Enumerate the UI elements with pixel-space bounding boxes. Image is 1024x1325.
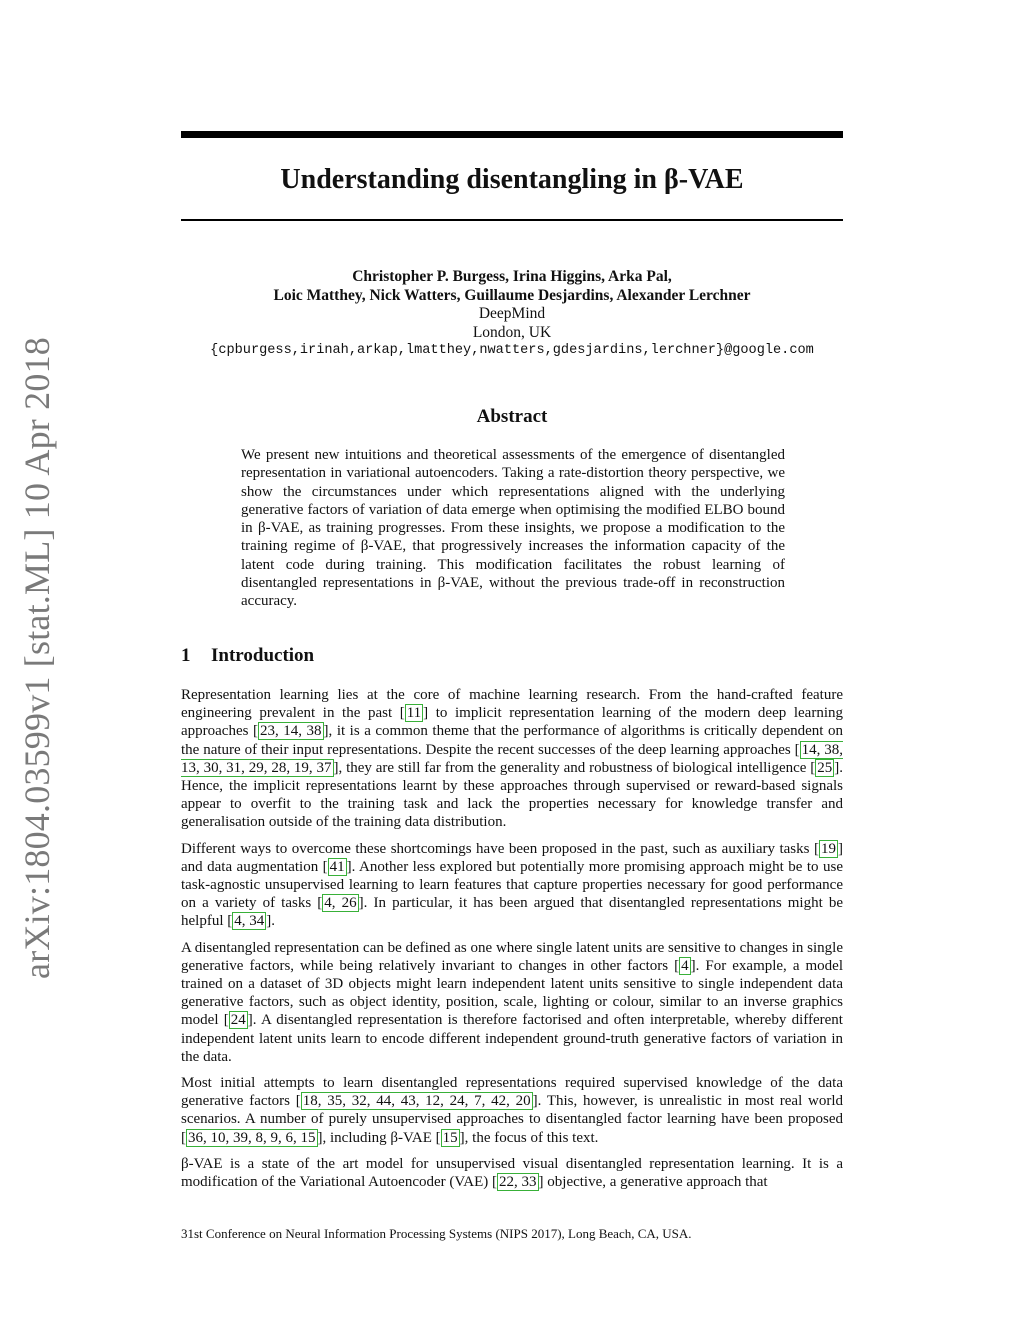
text-run: ]. For example, a model trained on a dataset of 3D objects might learn independent latent units sensitive to single independent data generative factors, such as object identity, position, scale, lighting or colour, similar to an inverse graphics model [ — [181, 957, 843, 1029]
title-top-rule — [181, 131, 843, 138]
authors-line-2: Loic Matthey, Nick Watters, Guillaume Desjardins, Alexander Lerchner — [273, 286, 751, 304]
section-number: 1 — [181, 645, 191, 666]
citation-link[interactable]: 36, 10, 39, 8, 9, 6, 15 — [188, 1129, 316, 1146]
authors-line-1: Christopher P. Burgess, Irina Higgins, Arka Pal, — [352, 268, 672, 285]
abstract-heading: Abstract — [476, 406, 548, 427]
text-run: β-VAE is a state of the art model for unsupervised visual disentangled representation learning. It is a modification of the Variational Autoencoder (VAE) [ — [181, 1155, 843, 1191]
paragraph — [181, 840, 843, 931]
text-run: ], including β-VAE [ — [317, 1129, 441, 1146]
citation-link[interactable]: 11 — [406, 705, 422, 722]
text-run: A disentangled representation can be defined as one where single latent units are sensitive to changes in single generative factors, while being relatively invariant to changes in other factors [ — [181, 939, 843, 974]
arxiv-identifier-stamp: arXiv:1804.03599v1 [stat.ML] 10 Apr 2018 — [17, 337, 57, 979]
citation-link[interactable]: 41 — [329, 858, 345, 875]
citation-link[interactable]: 18, 35, 32, 44, 43, 12, 24, 7, 42, 20 — [302, 1093, 531, 1110]
citation-link[interactable]: 4, 34 — [234, 913, 265, 930]
text-run: ]. A disentangled representation is therefore factorised and often interpretable, whereby different independent latent units learn to encode different independent ground-truth generative factors of variation in the data. — [181, 1012, 843, 1065]
author-emails: {cpburgess,irinah,arkap,lmatthey,nwatters,gdesjardins,lerchner}@google.com — [210, 343, 814, 358]
text-run: ] to implicit representation learning of the modern deep learning approaches [ — [181, 705, 843, 740]
citation-link[interactable]: 4 — [681, 957, 689, 974]
introduction-body — [181, 686, 843, 1199]
text-run: Most initial attempts to learn disentangled representations required supervised knowledge of the data generative factors [ — [181, 1075, 843, 1110]
citation-link[interactable]: 14, 38, 13, 30, 31, 29, 28, 19, 37 — [181, 741, 844, 776]
citation-link[interactable]: 15 — [442, 1129, 458, 1146]
text-run: Different ways to overcome these shortcomings have been proposed in the past, such as auxiliary tasks [ — [181, 840, 819, 857]
abstract-text: We present new intuitions and theoretical assessments of the emergence of disentangled representation in variational autoencoders. Taking a rate-distortion theory perspective, we show the circumstances under which representations aligned with the underlying generative factors of variation of data emerge when optimising the modified ELBO bound in β-VAE, as training progresses. From these insights, we propose a modification to the training regime of β-VAE, that progressively increases the information capacity of the latent code during training. This modification facilitates the robust learning of disentangled representations in β-VAE, without the previous trade-off in reconstruction accuracy. — [241, 447, 785, 610]
text-run: ] and data augmentation [ — [181, 840, 843, 875]
text-run: Representation learning lies at the core of machine learning research. From the hand-crafted feature engineering prevalent in the past [ — [181, 687, 843, 722]
text-run: ]. This, however, is unrealistic in most real world scenarios. A number of purely unsupervised approaches to disentangled factor learning have been proposed [ — [181, 1093, 843, 1146]
text-run: ], it is a common theme that the performance of algorithms is critically dependent on the nature of their input representations. Despite the recent successes of the deep learning approaches [ — [181, 723, 844, 758]
text-run: ]. Another less explored but potentially more promising approach might be to use task-agnostic unsupervised learning to learn features that capture properties necessary for good performance on a variety of tasks [ — [181, 858, 843, 912]
citation-link[interactable]: 22, 33 — [499, 1174, 537, 1191]
title-bottom-rule — [181, 219, 843, 221]
paragraph — [181, 1074, 843, 1147]
paragraph — [181, 1155, 843, 1191]
author-block — [150, 268, 874, 361]
text-run: ] objective, a generative approach that — [538, 1174, 768, 1191]
citation-link[interactable]: 24 — [230, 1012, 246, 1029]
paragraph — [181, 686, 843, 832]
affiliation: DeepMind — [478, 305, 546, 322]
text-run: ], they are still far from the generality and robustness of biological intelligence [ — [333, 759, 816, 776]
citation-link[interactable]: 4, 26 — [324, 895, 357, 912]
citation-link[interactable]: 25 — [817, 759, 833, 776]
section-title: Introduction — [211, 645, 315, 666]
citation-link[interactable]: 23, 14, 38 — [259, 723, 322, 740]
citation-link[interactable]: 19 — [821, 840, 836, 857]
text-run: ]. — [266, 913, 275, 930]
text-run: ]. In particular, it has been argued that disentangled representations might be helpful [ — [181, 895, 844, 930]
conference-footnote: 31st Conference on Neural Information Processing Systems (NIPS 2017), Long Beach, CA, USA. — [181, 1226, 692, 1241]
paper-title: Understanding disentangling in β-VAE — [280, 164, 744, 195]
location: London, UK — [472, 323, 552, 341]
text-run: ]. Hence, the implicit representations learnt by these approaches through supervised or reward-based signals appear to overfit to the training task and lack the properties necessary for knowledge transfer and generalisation outside of the training data distribution. — [181, 759, 843, 831]
paragraph — [181, 939, 843, 1066]
text-run: ], the focus of this text. — [459, 1129, 599, 1146]
section-heading-introduction — [181, 644, 314, 668]
